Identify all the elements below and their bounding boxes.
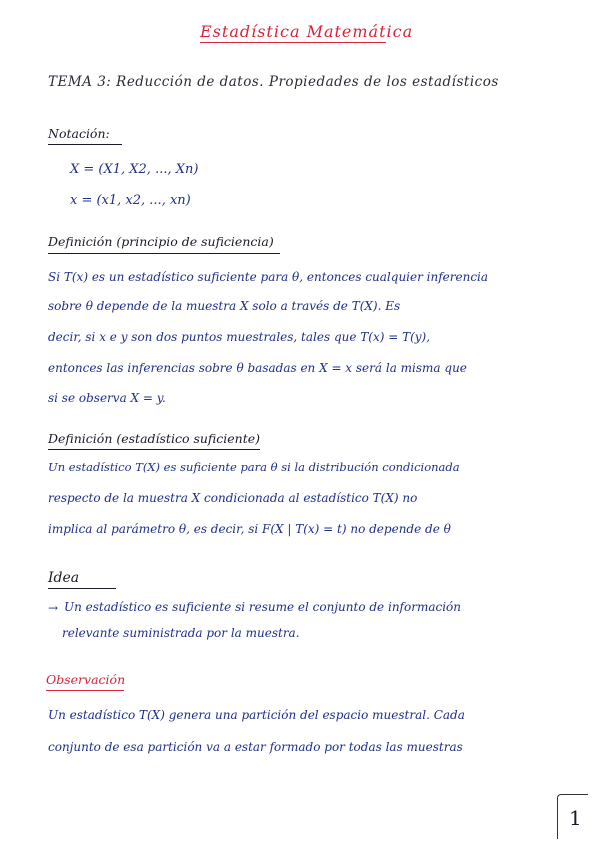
definition1-heading: Definición (principio de suficiencia) [48, 234, 274, 249]
definition2-line-2: respecto de la muestra X condicionada al estadístico T(X) no [48, 491, 418, 505]
definition2-underline [48, 449, 260, 450]
observation-line-2: conjunto de esa partición va a estar formado por todas las muestras [48, 740, 463, 754]
definition1-line-1: Si T(x) es un estadístico suficiente para θ, entonces cualquier inferencia [48, 270, 489, 284]
definition1-line-3: decir, si x e y son dos puntos muestrales, tales que T(x) = T(y), [48, 330, 431, 344]
observation-underline [46, 690, 124, 691]
page-title: Estadística Matemática [200, 22, 414, 41]
definition2-line-3: implica al parámetro θ, es decir, si F(X | T(x) = t) no depende de θ [48, 522, 451, 536]
definition1-underline [48, 253, 280, 254]
page-number: 1 [569, 806, 582, 830]
definition1-line-4: entonces las inferencias sobre θ basadas en X = x será la misma que [48, 361, 467, 375]
idea-line-2: relevante suministrada por la muestra. [62, 626, 300, 640]
idea-underline [48, 588, 116, 589]
definition1-line-2: sobre θ depende de la muestra X solo a través de T(X). Es [48, 299, 401, 313]
definition2-heading: Definición (estadístico suficiente) [48, 431, 260, 446]
title-underline [200, 42, 386, 43]
topic-title: TEMA 3: Reducción de datos. Propiedades de los estadísticos [48, 74, 499, 90]
definition1-line-5: si se observa X = y. [48, 391, 166, 405]
idea-arrow-icon: → [48, 601, 59, 615]
observation-heading: Observación [46, 672, 126, 687]
observation-line-1: Un estadístico T(X) genera una partición del espacio muestral. Cada [48, 708, 465, 722]
notation-heading: Notación: [48, 126, 110, 141]
notation-line-2: x = (x1, x2, ..., xn) [70, 193, 191, 208]
definition2-line-1: Un estadístico T(X) es suficiente para θ si la distribución condicionada [48, 460, 460, 474]
idea-heading: Idea [48, 570, 80, 586]
idea-line-1: Un estadístico es suficiente si resume el conjunto de información [64, 600, 461, 614]
notation-line-1: X = (X1, X2, ..., Xn) [70, 162, 199, 177]
notation-underline [48, 144, 122, 145]
